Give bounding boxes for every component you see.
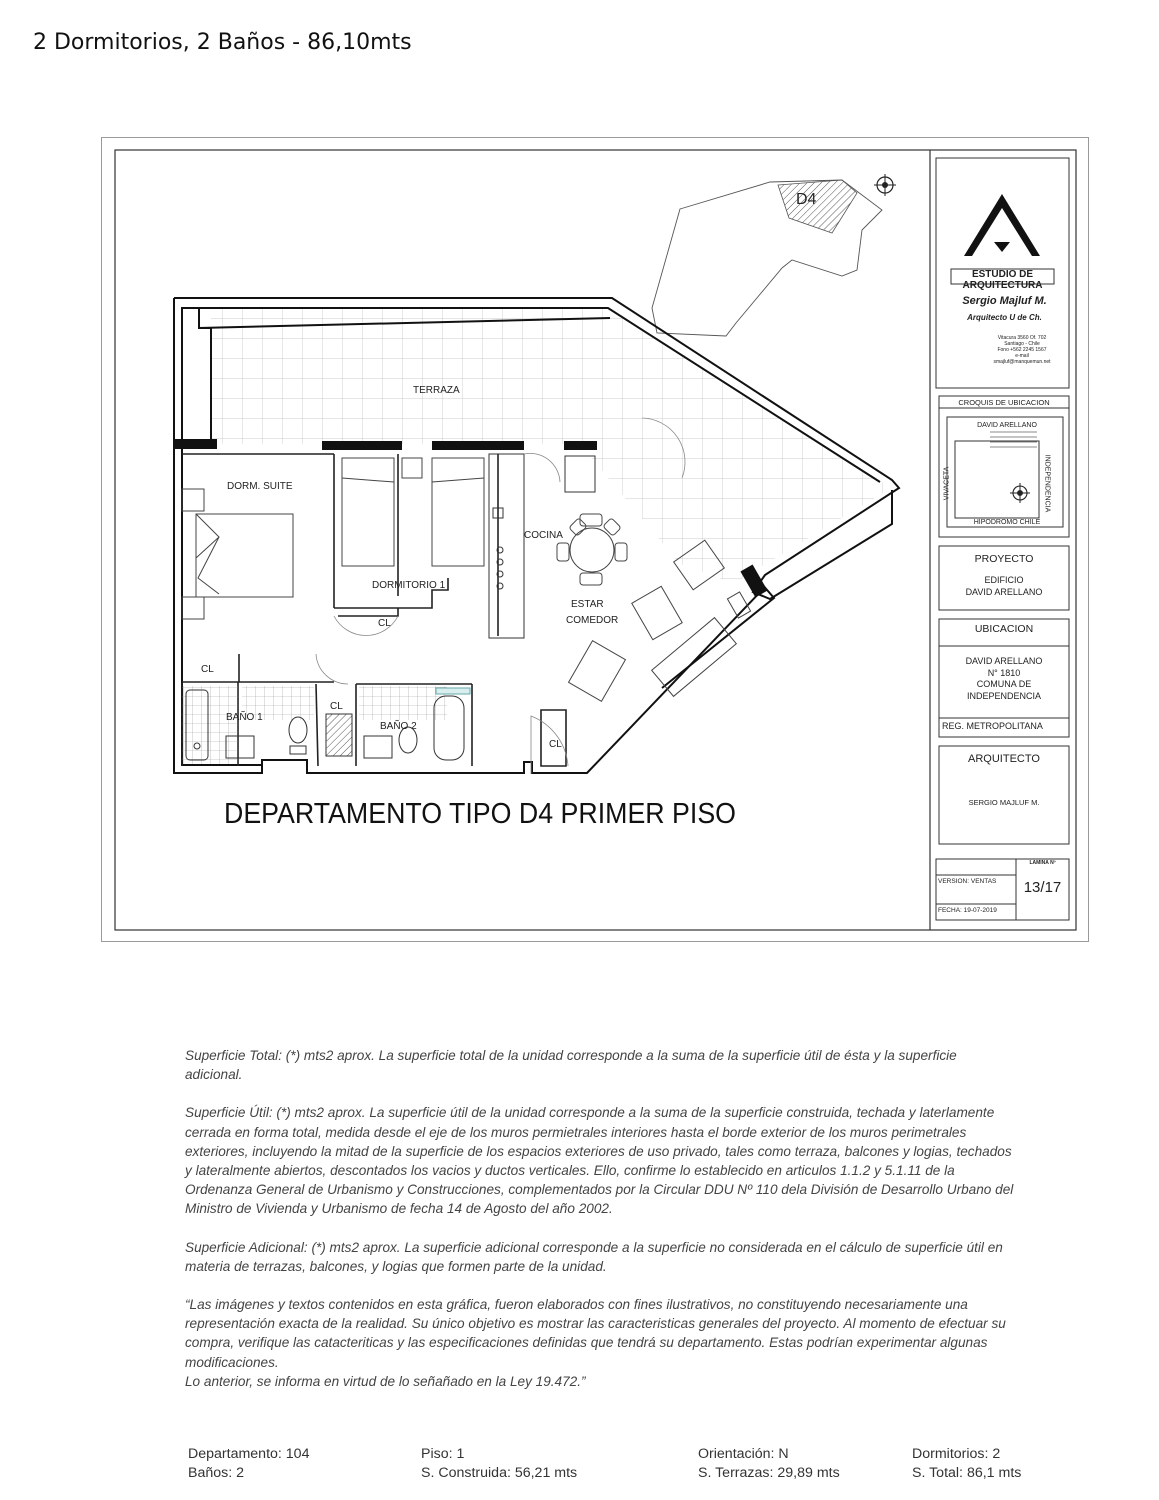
ubicacion-line: N° 1810 bbox=[987, 667, 1021, 678]
note-ley: Lo anterior, se informa en virtud de lo señañado en la Ley 19.472.” bbox=[185, 1373, 586, 1389]
contact-line: Fono +562 2245 1567 bbox=[997, 347, 1047, 353]
spec-total: S. Total: 86,1 mts bbox=[912, 1465, 1022, 1481]
spec-departamento: Departamento: 104 bbox=[188, 1446, 310, 1462]
proyecto-value bbox=[939, 574, 1069, 598]
street-west: VIVACETA bbox=[943, 466, 951, 501]
room-label-cl-hall: CL bbox=[330, 701, 343, 712]
plan-caption: DEPARTAMENTO TIPO D4 PRIMER PISO bbox=[224, 798, 736, 830]
arquitecto-label: ARQUITECTO bbox=[968, 753, 1040, 765]
fecha: FECHA: 19-07-2019 bbox=[938, 907, 997, 914]
spec-dormitorios: Dormitorios: 2 bbox=[912, 1446, 1001, 1462]
dining-table bbox=[557, 514, 627, 585]
ubicacion-line: INDEPENDENCIA bbox=[966, 690, 1041, 701]
room-label-cocina: COCINA bbox=[524, 530, 563, 541]
room-label-dorm-suite: DORM. SUITE bbox=[227, 481, 293, 492]
proyecto-line: EDIFICIO bbox=[984, 575, 1024, 585]
ubicacion-label: UBICACION bbox=[974, 623, 1034, 635]
spec-banos: Baños: 2 bbox=[188, 1465, 245, 1481]
proyecto-label: PROYECTO bbox=[974, 553, 1034, 565]
suite-bed bbox=[182, 489, 293, 619]
spec-piso: Piso: 1 bbox=[421, 1446, 465, 1462]
page-title: 2 Dormitorios, 2 Baños - 86,10mts bbox=[33, 30, 412, 55]
contact-line: Santiago - Chile bbox=[1004, 341, 1040, 347]
spec-construida: S. Construida: 56,21 mts bbox=[421, 1465, 578, 1481]
floor-plan-drawing bbox=[102, 138, 1088, 941]
spec-terrazas: S. Terrazas: 29,89 mts bbox=[698, 1465, 840, 1481]
version: VERSION: VENTAS bbox=[938, 878, 997, 885]
note-superficie-adicional: Superficie Adicional: (*) mts2 aprox. La superficie adicional corresponde a la superficie no considerada en el cálculo de superficie útil en materia de terrazas, balcones, y logias que formen parte de la unidad. bbox=[185, 1239, 1003, 1274]
surface-notes bbox=[185, 1046, 1015, 1391]
room-label-cl-entry: CL bbox=[549, 739, 562, 750]
room-label-bano2: BAÑO 2 bbox=[380, 721, 417, 732]
ubicacion-line: COMUNA DE bbox=[976, 679, 1032, 689]
room-label-estar: ESTAR bbox=[571, 599, 604, 610]
north-arrow-icon bbox=[874, 174, 896, 196]
proyecto-line: DAVID ARELLANO bbox=[965, 587, 1043, 597]
note-superficie-total: Superficie Total: (*) mts2 aprox. La superficie total de la unidad corresponde a la suma de la superficie útil de ésta y la superficie adicional. bbox=[185, 1048, 957, 1083]
arquitecto-value: SERGIO MAJLUF M. bbox=[968, 798, 1040, 807]
ubicacion-value bbox=[939, 656, 1069, 702]
region: REG. METROPOLITANA bbox=[942, 721, 1043, 731]
studio-name: ESTUDIO DE ARQUITECTURA bbox=[962, 269, 1043, 291]
room-label-bano1: BAÑO 1 bbox=[226, 712, 263, 723]
key-plan bbox=[652, 174, 896, 336]
room-label-terraza: TERRAZA bbox=[413, 385, 460, 396]
ubicacion-line: DAVID ARELLANO bbox=[965, 656, 1043, 666]
note-superficie-util: Superficie Útil: (*) mts2 aprox. La superficie útil de la unidad corresponde a la suma de la superficie construida, techada y laterlamente cerrada en forma total, medida desde el eje de los muros permietrales interiores hasta el borde exterior de los muros perimetrales exteriores, incluyendo la mitad de la superficie de los espacios exteriores de uso privado, tales como terraza, balcones y logias, techados y lateralmente abiertos, descontados los vacios y ductos verticales. Ello, confirme lo establecido en articulos 1.1.2 y 5.1.11 de la Ordenanza General de Urbanismo y Construcciones, complementados por la Circular DDU Nº 110 dela División de Desarrollo Urbano del Ministro de Vivienda y Urbanismo de fecha 14 de Agosto del año 2002. bbox=[185, 1105, 1014, 1217]
architect-title: Arquitecto U de Ch. bbox=[967, 313, 1042, 322]
room-label-comedor: COMEDOR bbox=[566, 615, 619, 626]
floor-plan-sheet bbox=[101, 137, 1089, 942]
contact-line: smajluf@manquemun.net bbox=[993, 359, 1051, 365]
studio-contact bbox=[962, 335, 1082, 365]
room-label-dormitorio1: DORMITORIO 1 bbox=[372, 580, 446, 591]
contact-line: Vitacura 3560 Of. 702 bbox=[997, 335, 1047, 341]
street-east: INDEPENDENCIA bbox=[1043, 454, 1051, 513]
lamina-value: 13/17 bbox=[1023, 879, 1062, 896]
street-south: HIPODROMO CHILE bbox=[973, 519, 1041, 526]
lamina-label: LAMINA Nº bbox=[1029, 860, 1056, 866]
room-label-cl-dorm1: CL bbox=[378, 618, 391, 629]
dorm1-beds bbox=[342, 458, 484, 566]
spec-orientacion: Orientación: N bbox=[698, 1446, 789, 1462]
architect-signature: Sergio Majluf M. bbox=[962, 295, 1047, 307]
room-label-cl-suite: CL bbox=[201, 664, 214, 675]
key-plan-label: D4 bbox=[796, 191, 817, 208]
street-north: DAVID ARELLANO bbox=[977, 422, 1037, 429]
croquis-label: CROQUIS DE UBICACION bbox=[958, 398, 1050, 407]
kitchen-counter bbox=[489, 454, 595, 638]
contact-line: e-mail bbox=[1015, 353, 1029, 359]
croquis-north-icon bbox=[1010, 483, 1030, 503]
note-disclaimer: “Las imágenes y textos contenidos en esta gráfica, fueron elaborados con fines ilustrativos, no constituyendo necesariamente una representación exacta de la realidad. Su único objetivo es mostrar las caracteristicas generales del proyecto. Al momento de efectuar su compra, verifique las catacteriticas y las especificaciones definidas que tendrá su departamento. Estas podrían experimentar algunas modificaciones. bbox=[185, 1297, 1006, 1370]
